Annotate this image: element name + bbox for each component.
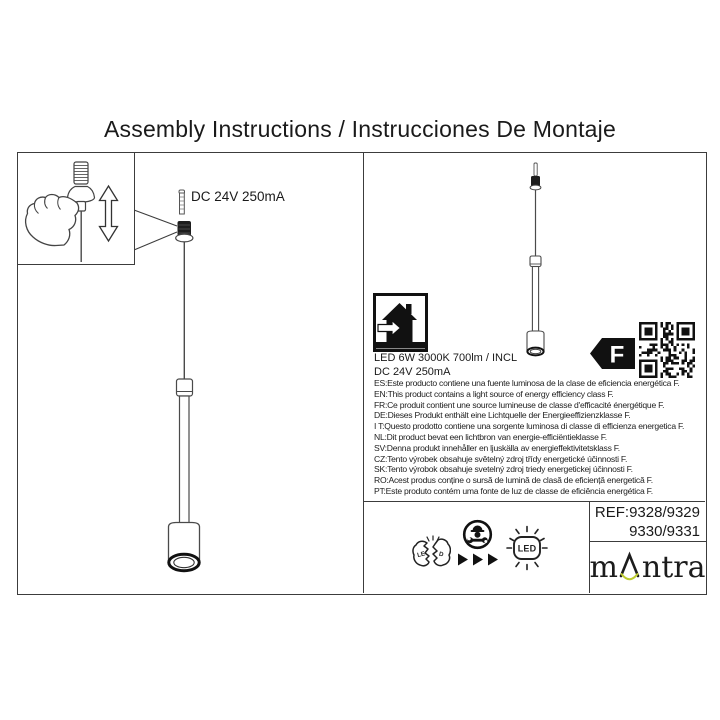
energy-language-line: I T:Questo prodotto contiene una sorgente luminosa di classe di efficienza energetica F. — [374, 421, 685, 432]
height-adjustment-inset — [18, 153, 135, 265]
hand-icon — [26, 195, 79, 246]
brand-suffix: ntra — [641, 550, 706, 585]
energy-language-line: RO:Acest produs conține o sursă de lumină de clasă de eficiență energetică F. — [374, 475, 653, 486]
energy-class-statements — [374, 378, 706, 497]
energy-language-line: DE:Dieses Produkt enthält eine Lichtquelle der Energieeffizienzklasse F. — [374, 410, 631, 421]
energy-language-line: ES:Este producto contiene una fuente luminosa de la clase de eficiencia energética F. — [374, 378, 680, 388]
broken-led-icon — [411, 535, 451, 571]
energy-class-arrow — [589, 337, 636, 370]
instruction-sheet-frame — [17, 152, 707, 595]
led-icon-text: LED — [517, 543, 537, 554]
brand-logo-box — [589, 542, 706, 594]
indoor-use-icon — [373, 293, 428, 352]
page-title: Assembly Instructions / Instrucciones De Montaje — [104, 116, 616, 142]
led-light-source-icon — [505, 524, 549, 572]
spec-line-2: DC 24V 250mA — [374, 365, 451, 378]
brand-prefix: m — [589, 550, 618, 585]
pendant-lamp-diagram-right — [513, 161, 573, 361]
mantra-logo — [589, 551, 705, 585]
qr-code — [638, 322, 696, 378]
energy-language-line: EN:This product contains a light source of energy efficiency class F. — [374, 388, 614, 399]
arrow-triangles-icon — [457, 553, 501, 566]
energy-language-line: SV:Denna produkt innehåller en ljuskälla av energieffektivitetsklass F. — [374, 442, 620, 453]
panel-divider — [363, 153, 364, 593]
energy-language-line: CZ:Tento výrobek obsahuje světelný zdroj třídy energetické účinnosti F. — [374, 453, 628, 464]
ref-line-1: REF:9328/9329 — [594, 504, 700, 521]
footer-divider — [363, 501, 705, 502]
energy-language-line: SK:Tento výrobok obsahuje svetelný zdroj triedy energetickej účinnosti F. — [374, 464, 633, 475]
technician-icon — [462, 519, 493, 550]
lamp-specs — [374, 352, 517, 379]
energy-language-line: FR:Ce produit contient une source lumineuse de classe d'efficacité énergétique F. — [374, 399, 665, 410]
up-down-arrow-icon — [100, 186, 118, 241]
ref-line-2: 9330/9331 — [629, 523, 700, 540]
spec-line-1: LED 6W 3000K 700lm / INCL — [374, 352, 518, 364]
broken-led-text-right: D — [438, 550, 445, 559]
reference-numbers — [590, 503, 705, 541]
energy-class-letter: F — [609, 341, 625, 369]
height-adjustment-drawing — [18, 153, 132, 262]
energy-language-line: NL:Dit product bevat een lichtbron van energie-efficiëntieklasse F. — [374, 431, 607, 442]
mantra-caret-icon — [618, 551, 641, 585]
energy-language-line: PT:Este produto contém uma fonte de luz de classe de eficiência energética F. — [374, 485, 653, 496]
power-spec-label-left: DC 24V 250mA — [191, 189, 285, 204]
broken-led-text-left: LE — [416, 550, 426, 560]
